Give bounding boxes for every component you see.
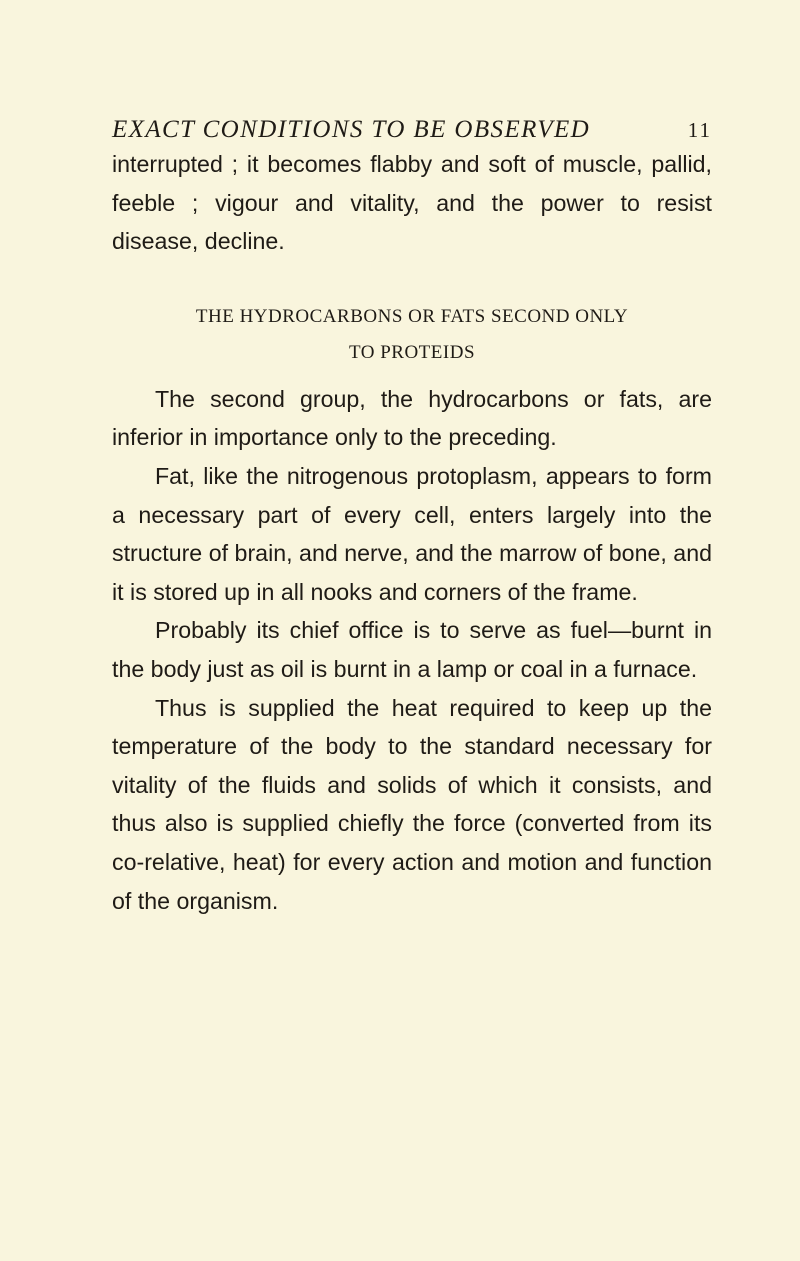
running-head	[112, 116, 712, 144]
section-heading-line-1: THE HYDROCARBONS OR FATS SECOND ONLY	[195, 305, 629, 327]
paragraph-fuel: Probably its chief office is to serve as fuel—burnt in the body just as oil is burnt in a lamp or coal in a furnace.	[112, 617, 712, 682]
body-text	[112, 145, 712, 920]
paragraph-continued: interrupted ; it becomes flabby and soft of muscle, pallid, feeble ; vigour and vitality, and the power to resist disease, decline.	[112, 151, 712, 255]
section-heading	[112, 299, 712, 371]
section-heading-line-2: TO PROTEIDS	[348, 341, 476, 363]
paragraph-fat: Fat, like the nitrogenous protoplasm, appears to form a necessary part of every cell, enters largely into the structure of brain, and nerve, and the marrow of bone, and it is stored up in all nooks and corners of the frame.	[112, 462, 712, 605]
paragraph-second-group: The second group, the hydrocarbons or fats, are inferior in importance only to the preceding.	[112, 385, 712, 451]
paragraph-heat: Thus is supplied the heat required to keep up the temperature of the body to the standard necessary for vitality of the fluids and solids of which it consists, and thus also is supplied chiefly the force (converted from its co-relative, heat) for every action and motion and function of the organism.	[112, 694, 712, 914]
page-number: 11	[687, 118, 712, 142]
running-title: EXACT CONDITIONS TO BE OBSERVED	[112, 116, 591, 143]
